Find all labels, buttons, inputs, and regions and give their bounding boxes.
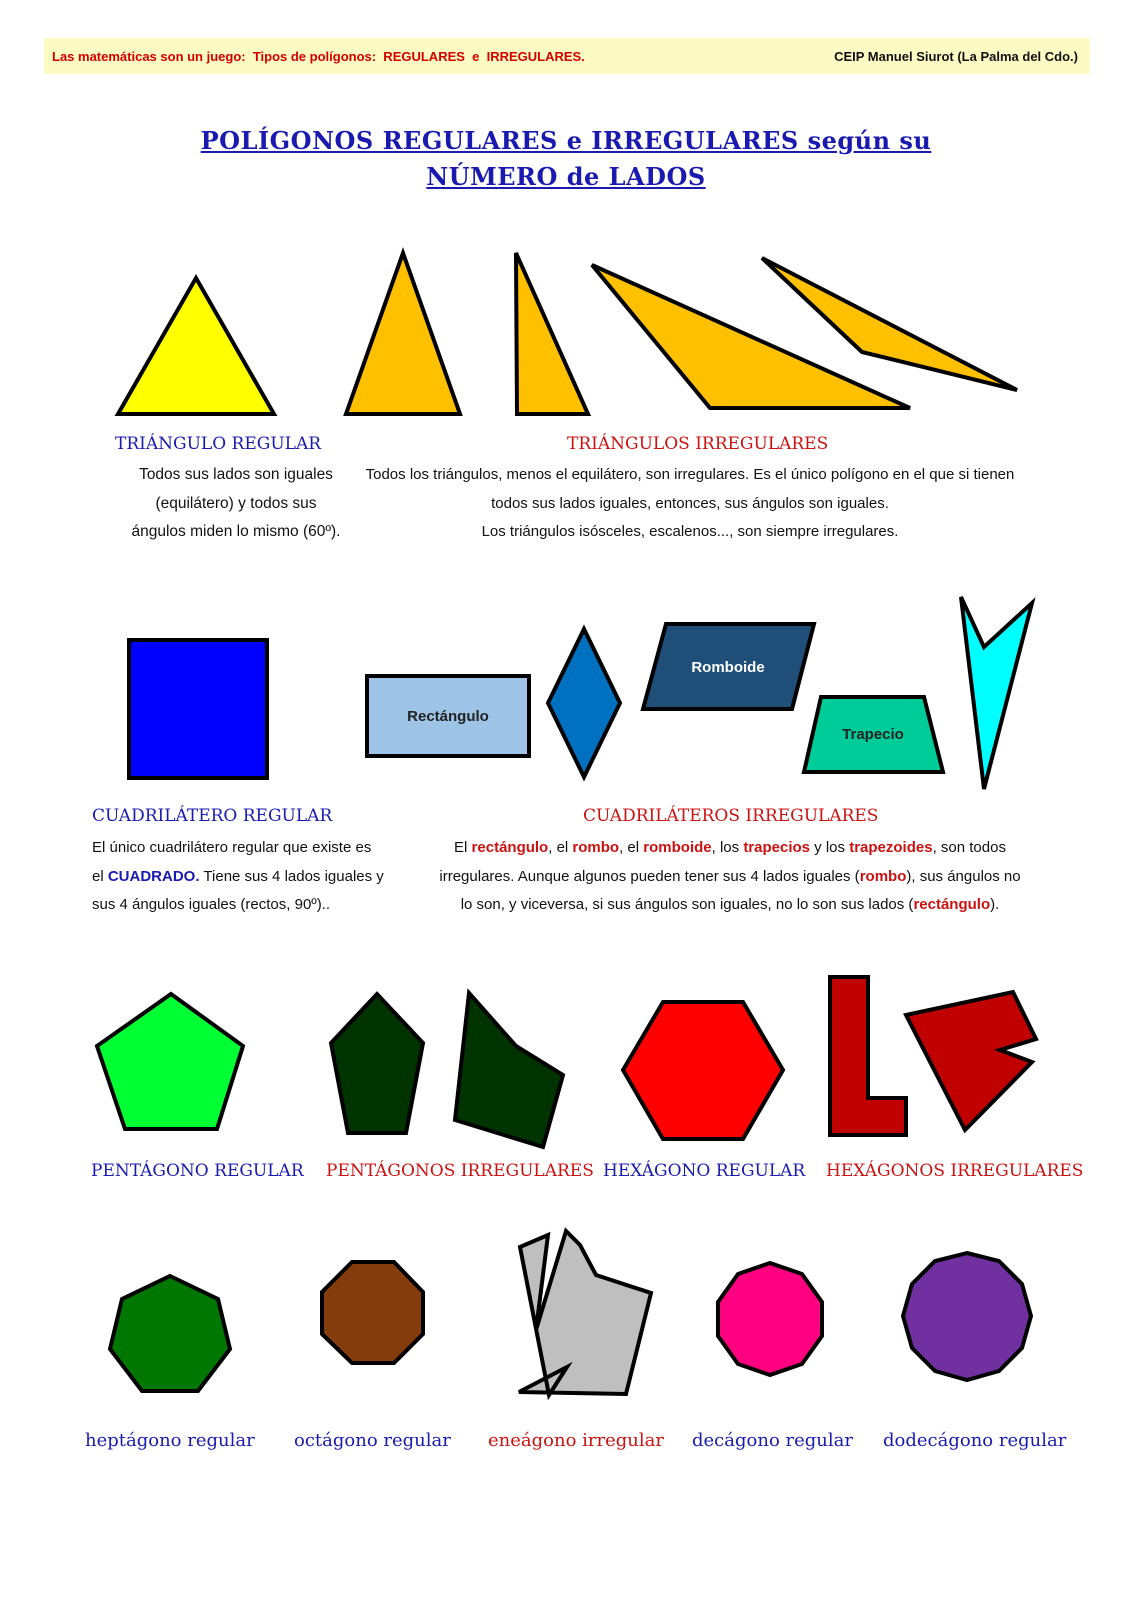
irregular-nonagon [519, 1231, 651, 1395]
irregular-quadrilaterals-text-line [410, 863, 1050, 892]
text-part: El [454, 839, 472, 856]
regular-pentagon-label: PENTÁGONO REGULAR [91, 1161, 304, 1181]
page-title-line2: NÚMERO de LADOS [426, 162, 706, 191]
decagon-label: decágono regular [692, 1430, 853, 1451]
rhombus-shape [548, 629, 620, 777]
irregular-triangles-label: TRIÁNGULOS IRREGULARES [567, 434, 829, 454]
trapezoid-label: Trapecio [842, 726, 904, 743]
keyword-rectangle: rectángulo [471, 839, 549, 856]
text-part: , los [711, 839, 744, 856]
irregular-pentagon-2 [455, 993, 563, 1147]
text-part: , el [619, 839, 644, 856]
irregular-quadrilaterals-label: CUADRILÁTEROS IRREGULARES [583, 806, 879, 826]
regular-octagon [322, 1262, 423, 1363]
irregular-pentagons-label: PENTÁGONOS IRREGULARES [326, 1161, 594, 1181]
regular-triangle-label: TRIÁNGULO REGULAR [115, 434, 322, 454]
text-part: Tiene sus 4 lados iguales y [199, 867, 384, 885]
regular-triangle-text-line: Todos sus lados son iguales [139, 466, 333, 483]
dodecagon-label: dodecágono regular [883, 1430, 1067, 1451]
heptagon-label: heptágono regular [85, 1430, 255, 1451]
irregular-pentagon-1 [331, 994, 423, 1133]
text-part: el [92, 867, 108, 885]
nonagon-label: eneágono irregular [488, 1430, 664, 1451]
irregular-hexagon-l [830, 977, 906, 1135]
regular-quadrilateral-text-line [92, 863, 412, 892]
regular-hexagon [623, 1002, 783, 1139]
text-part: , el [548, 839, 573, 856]
keyword-rhombus: rombo [859, 867, 907, 885]
regular-hexagon-label: HEXÁGONO REGULAR [603, 1161, 806, 1181]
text-part: ), sus ángulos no [906, 867, 1021, 885]
text-part: y los [810, 839, 850, 856]
equilateral-triangle [118, 278, 274, 414]
irregular-quadrilaterals-description [410, 834, 1050, 920]
regular-quadrilateral-label: CUADRILÁTERO REGULAR [92, 806, 333, 826]
square-keyword: CUADRADO. [107, 867, 200, 885]
header-school-name: CEIP Manuel Siurot (La Palma del Cdo.) [834, 48, 1078, 64]
octagon-label: octágono regular [294, 1430, 451, 1451]
right-triangle [516, 253, 588, 414]
kite-shape [961, 597, 1032, 789]
irregular-hexagon-arrow [906, 992, 1036, 1130]
blue-square [129, 640, 267, 778]
regular-quadrilateral-text-line: El único cuadrilátero regular que existe es [92, 839, 372, 856]
irregular-triangles-text-line: Los triángulos isósceles, escalenos..., son siempre irregulares. [481, 523, 899, 540]
irregular-quadrilaterals-text-line [410, 834, 1050, 863]
page-title-line1: POLÍGONOS REGULARES e IRREGULARES según su [200, 126, 932, 155]
text-part: lo son, y viceversa, si sus ángulos son iguales, no lo son sus lados ( [460, 896, 914, 913]
regular-triangle-text-line: ángulos miden lo mismo (60º). [131, 523, 341, 540]
text-part: irregulares. Aunque algunos pueden tener sus 4 lados iguales ( [439, 867, 860, 885]
irregular-triangles-text-line: Todos los triángulos, menos el equilátero, son irregulares. Es el único polígono en el que si tienen [365, 466, 1015, 483]
keyword-trapezoids-irregular: trapezoides [849, 839, 933, 856]
irregular-hexagons-label: HEXÁGONOS IRREGULARES [826, 1161, 1084, 1181]
text-part: , son todos [932, 839, 1006, 856]
keyword-rhombus: rombo [572, 839, 620, 856]
regular-quadrilateral-description [92, 834, 412, 920]
regular-quadrilateral-text-line: sus 4 ángulos iguales (rectos, 90º).. [92, 896, 331, 913]
keyword-rectangle: rectángulo [913, 896, 991, 913]
irregular-quadrilaterals-text-line [410, 891, 1050, 920]
rectangle-label: Rectángulo [407, 708, 489, 725]
text-part: ). [990, 896, 1000, 913]
regular-decagon [718, 1263, 822, 1375]
header-left-text: Las matemáticas son un juego: Tipos de polígonos: REGULARES e IRREGULARES. [52, 48, 585, 64]
regular-triangle-text-line: (equilátero) y todos sus [155, 494, 317, 512]
isosceles-triangle [346, 253, 460, 414]
regular-pentagon [97, 994, 243, 1129]
rhomboid-label: Romboide [691, 659, 765, 676]
keyword-rhomboid: romboide [643, 839, 712, 856]
regular-heptagon [110, 1276, 230, 1391]
irregular-triangles-description [340, 461, 1040, 547]
keyword-trapezoids: trapecios [743, 839, 811, 856]
regular-dodecagon [903, 1253, 1031, 1380]
irregular-triangles-text-line: todos sus lados iguales, entonces, sus ángulos son iguales. [491, 494, 889, 512]
